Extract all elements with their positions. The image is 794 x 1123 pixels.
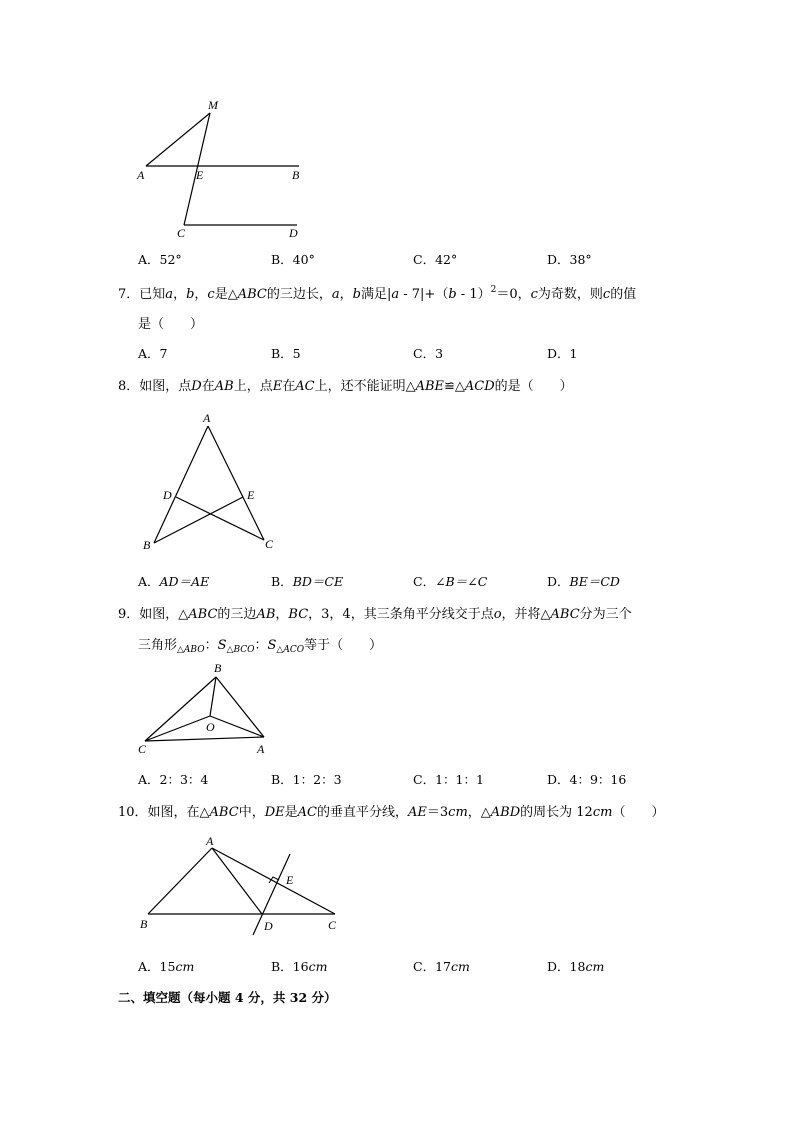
q8-line-DC — [176, 497, 264, 540]
q9-option-b: B．1：2：3 — [271, 772, 342, 787]
q10-label-A: A — [206, 834, 214, 848]
q6-label-M: M — [208, 98, 218, 112]
q10-line-AD — [212, 848, 262, 914]
q8-option-a: A．AD＝AE — [138, 574, 210, 589]
q9-stem: 9．如图，△ABC的三边AB，BC，3，4，其三条角平分线交于点o，并将△ABC分为三个 — [118, 607, 632, 622]
q6-label-B: B — [292, 168, 300, 182]
q9-line-CA — [145, 737, 264, 741]
q7-number: 7． — [118, 287, 140, 302]
q7-option-b: B．5 — [271, 346, 301, 361]
q10-line-AC — [212, 848, 335, 914]
q9-label-B: B — [214, 661, 222, 675]
section-2-title: 二、填空题（每小题 4 分，共 32 分） — [118, 990, 337, 1005]
q7-stem: 7．已知a，b，c是△ABC的三边长，a，b满足|a - 7|+（b - 1）$^2$＝0，c为奇数，则c的值 — [118, 285, 637, 302]
q9-option-d: D．4：9：16 — [547, 772, 627, 787]
q6-option-c: C．42° — [413, 252, 458, 267]
q9-line-OB — [210, 677, 216, 716]
q6-label-A: A — [137, 168, 145, 182]
q9-option-c: C．1：1：1 — [413, 772, 484, 787]
q9-label-O: O — [206, 720, 215, 734]
q7-stem-line2: 是（ ） — [138, 317, 204, 332]
q6-option-d: D．38° — [547, 252, 592, 267]
q10-figure — [140, 835, 345, 945]
q10-line-BA — [148, 848, 212, 914]
q6-label-D: D — [289, 226, 298, 240]
q8-line-BE — [154, 497, 243, 543]
q8-line-AC — [208, 426, 264, 540]
q8-label-A: A — [203, 411, 211, 425]
q10-option-a: A．15cm — [138, 959, 195, 974]
q8-option-d: D．BE＝CD — [547, 574, 620, 589]
q6-label-E: E — [196, 168, 204, 182]
q8-label-B: B — [143, 538, 151, 552]
q10-option-d: D．18cm — [547, 959, 605, 974]
q8-line-AB — [154, 426, 208, 543]
q10-stem: 10．如图，在△ABC中，DE是AC的垂直平分线，AE＝3cm，△ABD的周长为 12cm（ ） — [118, 805, 665, 820]
q8-option-b: B．BD＝CE — [271, 574, 344, 589]
q6-option-b: B．40° — [271, 252, 315, 267]
q8-label-D: D — [163, 488, 172, 502]
q6-line-AM — [146, 113, 210, 166]
q8-stem: 8．如图，点D在AB上，点E在AC上，还不能证明△ABE≌△ACD的是（ ） — [118, 379, 573, 394]
q9-figure — [140, 665, 280, 750]
q9-stem-line2: 三角形$_{\triangle ABO}$：$S_{\triangle BCO}$：$S_{\triangle ACO}$等于（ ） — [138, 638, 383, 655]
q8-number: 8． — [118, 379, 140, 394]
q10-option-c: C．17cm — [413, 959, 470, 974]
q6-label-C: C — [177, 226, 186, 240]
q8-label-E: E — [247, 488, 255, 502]
q8-label-C: C — [265, 537, 274, 551]
q9-label-A: A — [257, 742, 265, 756]
q8-option-c: C．∠B＝∠C — [413, 574, 488, 589]
q10-option-b: B．16cm — [271, 959, 328, 974]
q9-number: 9． — [118, 607, 140, 622]
q9-label-C: C — [138, 742, 147, 756]
q10-label-B: B — [140, 917, 148, 931]
q6-option-a: A．52° — [138, 252, 182, 267]
q9-option-a: A．2：3：4 — [138, 772, 209, 787]
q7-option-d: D．1 — [547, 346, 578, 361]
q7-option-c: C．3 — [413, 346, 444, 361]
q10-label-C: C — [328, 918, 337, 932]
q7-option-a: A．7 — [138, 346, 168, 361]
q10-number: 10． — [118, 805, 148, 820]
q10-label-D: D — [264, 919, 273, 933]
q10-label-E: E — [286, 873, 294, 887]
q9-line-OC — [145, 716, 210, 741]
